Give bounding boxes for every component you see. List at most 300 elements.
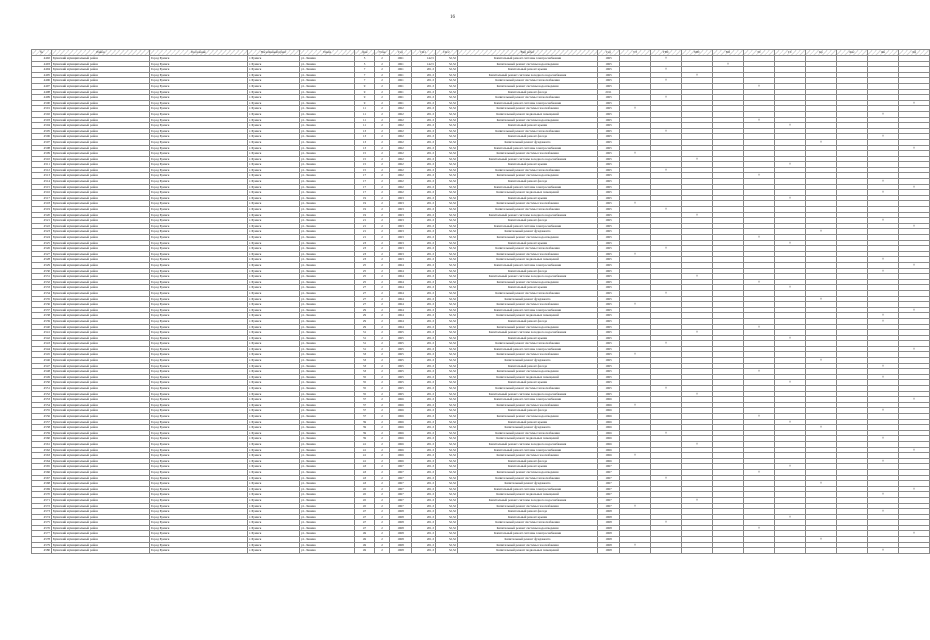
cell-mark: × (651, 95, 682, 101)
cell-mark: × (620, 106, 651, 112)
cell-locality: г. Буинск (248, 548, 300, 554)
cell-mark: × (775, 464, 806, 470)
cell-area2: 52,52 (436, 61, 458, 67)
cell-district: Буинский муниципальный район (52, 274, 150, 280)
cell-settlement: Город Буинск (150, 492, 248, 498)
cell-area2: 52,52 (436, 486, 458, 492)
cell-locality: г. Буинск (248, 464, 300, 470)
cell-area2: 52,52 (436, 419, 458, 425)
cell-work: Капитальный ремонт фасада (458, 89, 598, 95)
cell-mark: × (713, 61, 744, 67)
cell-id: 4540 (32, 324, 52, 330)
cell-locality: г. Буинск (248, 369, 300, 375)
cell-area2: 52,52 (436, 268, 458, 274)
cell-floors: 2 (375, 257, 390, 263)
cell-locality: г. Буинск (248, 268, 300, 274)
cell-district: Буинский муниципальный район (52, 257, 150, 263)
cell-district: Буинский муниципальный район (52, 391, 150, 397)
cell-wyear: 1965 (598, 341, 620, 347)
cell-floors: 2 (375, 430, 390, 436)
cell-id: 4559 (32, 430, 52, 436)
cell-mark: × (744, 173, 775, 179)
cell-area1: 201,3 (412, 89, 436, 95)
cell-year: 1968 (390, 542, 412, 548)
cell-floors: 2 (375, 100, 390, 106)
cell-floors: 2 (375, 542, 390, 548)
cell-wyear: 1966 (598, 436, 620, 442)
cell-id: 4545 (32, 352, 52, 358)
cell-district: Буинский муниципальный район (52, 67, 150, 73)
column-header: Населённый пункт (248, 50, 300, 56)
cell-id: 4496 (32, 78, 52, 84)
cell-area1: 201,3 (412, 537, 436, 543)
cell-year: 1962 (390, 106, 412, 112)
cell-house: 33 (355, 358, 375, 364)
cell-floors: 2 (375, 95, 390, 101)
column-header: Поселение (150, 50, 248, 56)
cell-year: 1963 (390, 207, 412, 213)
cell-mark: × (899, 447, 930, 453)
cell-house: 27 (355, 296, 375, 302)
cell-locality: г. Буинск (248, 72, 300, 78)
cell-mark: × (744, 525, 775, 531)
cell-id: 4550 (32, 380, 52, 386)
column-header: Год (598, 50, 620, 56)
cell-year: 1964 (390, 279, 412, 285)
cell-wyear: 1965 (598, 369, 620, 375)
cell-area1: 201,3 (412, 369, 436, 375)
cell-area1: 201,3 (412, 419, 436, 425)
cell-work: Капитальный ремонт фундамента (458, 537, 598, 543)
cell-work: Капитальный ремонт фасада (458, 408, 598, 414)
cell-wyear: 1967 (598, 497, 620, 503)
cell-id: 4580 (32, 548, 52, 554)
cell-locality: г. Буинск (248, 374, 300, 380)
cell-year: 1963 (390, 240, 412, 246)
cell-district: Буинский муниципальный район (52, 156, 150, 162)
cell-district: Буинский муниципальный район (52, 486, 150, 492)
cell-mark: × (744, 235, 775, 241)
cell-year: 1963 (390, 257, 412, 263)
cell-street: ул. Ленина (300, 492, 355, 498)
cell-area2: 52,52 (436, 72, 458, 78)
cell-mark: × (899, 223, 930, 229)
cell-mark: × (868, 179, 899, 185)
cell-area2: 52,52 (436, 386, 458, 392)
cell-street: ул. Ленина (300, 548, 355, 554)
cell-area2: 52,52 (436, 207, 458, 213)
cell-work: Капитальный ремонт фасада (458, 179, 598, 185)
cell-work: Капитальный ремонт крыши (458, 514, 598, 520)
cell-floors: 2 (375, 285, 390, 291)
cell-locality: г. Буинск (248, 139, 300, 145)
cell-house: 29 (355, 324, 375, 330)
cell-district: Буинский муниципальный район (52, 436, 150, 442)
cell-id: 4510 (32, 156, 52, 162)
cell-wyear: 1966 (598, 425, 620, 431)
cell-settlement: Город Буинск (150, 425, 248, 431)
cell-street: ул. Ленина (300, 346, 355, 352)
column-header: Пл.1 (412, 50, 436, 56)
cell-locality: г. Буинск (248, 408, 300, 414)
cell-year: 1961 (390, 78, 412, 84)
cell-house: 19 (355, 195, 375, 201)
cell-area2: 52,52 (436, 56, 458, 62)
cell-wyear: 1967 (598, 503, 620, 509)
cell-settlement: Город Буинск (150, 83, 248, 89)
cell-area1: 201,3 (412, 274, 436, 280)
cell-year: 1962 (390, 184, 412, 190)
cell-wyear: 1965 (598, 100, 620, 106)
cell-street: ул. Ленина (300, 279, 355, 285)
cell-id: 4492 (32, 56, 52, 62)
cell-work: Капитальный ремонт системы теплоснабжения (458, 207, 598, 213)
cell-floors: 2 (375, 212, 390, 218)
cell-id: 4537 (32, 307, 52, 313)
cell-locality: г. Буинск (248, 89, 300, 95)
cell-mark: × (899, 486, 930, 492)
cell-settlement: Город Буинск (150, 95, 248, 101)
cell-wyear: 1967 (598, 486, 620, 492)
cell-settlement: Город Буинск (150, 548, 248, 554)
cell-work: Капитальный ремонт системы холодного водоснабжения (458, 441, 598, 447)
cell-year: 1963 (390, 218, 412, 224)
cell-area2: 52,52 (436, 173, 458, 179)
cell-id: 4508 (32, 145, 52, 151)
cell-house: 43 (355, 469, 375, 475)
cell-area2: 52,52 (436, 246, 458, 252)
cell-wyear: 1966 (598, 441, 620, 447)
cell-area2: 52,52 (436, 179, 458, 185)
cell-floors: 2 (375, 458, 390, 464)
cell-area2: 52,52 (436, 100, 458, 106)
cell-area2: 52,52 (436, 430, 458, 436)
cell-locality: г. Буинск (248, 475, 300, 481)
cell-work: Капитальный ремонт системы электроснабжения (458, 447, 598, 453)
cell-locality: г. Буинск (248, 111, 300, 117)
cell-wyear: 1966 (598, 447, 620, 453)
cell-district: Буинский муниципальный район (52, 162, 150, 168)
cell-district: Буинский муниципальный район (52, 83, 150, 89)
cell-floors: 2 (375, 72, 390, 78)
cell-mark: × (806, 537, 837, 543)
cell-settlement: Город Буинск (150, 509, 248, 515)
cell-id: 4546 (32, 358, 52, 364)
cell-house: 17 (355, 173, 375, 179)
cell-work: Капитальный ремонт фундамента (458, 139, 598, 145)
cell-settlement: Город Буинск (150, 302, 248, 308)
cell-year: 1962 (390, 156, 412, 162)
cell-district: Буинский муниципальный район (52, 279, 150, 285)
cell-id: 4562 (32, 447, 52, 453)
cell-house: 29 (355, 313, 375, 319)
cell-house: 13 (355, 128, 375, 134)
cell-floors: 2 (375, 503, 390, 509)
cell-mark (775, 548, 806, 554)
cell-settlement: Город Буинск (150, 201, 248, 207)
cell-area2: 52,52 (436, 324, 458, 330)
cell-work: Капитальный ремонт системы холодного водоснабжения (458, 156, 598, 162)
cell-locality: г. Буинск (248, 56, 300, 62)
cell-house: 43 (355, 464, 375, 470)
cell-id: 4502 (32, 111, 52, 117)
cell-street: ул. Ленина (300, 134, 355, 140)
cell-year: 1965 (390, 391, 412, 397)
cell-mark: × (651, 430, 682, 436)
column-header: ТЭ (620, 50, 651, 56)
cell-settlement: Город Буинск (150, 469, 248, 475)
cell-settlement: Город Буинск (150, 520, 248, 526)
cell-floors: 2 (375, 386, 390, 392)
cell-area1: 201,3 (412, 458, 436, 464)
cell-mark: × (806, 481, 837, 487)
cell-house: 39 (355, 430, 375, 436)
cell-locality: г. Буинск (248, 179, 300, 185)
cell-street: ул. Ленина (300, 257, 355, 263)
cell-floors: 2 (375, 335, 390, 341)
cell-year: 1964 (390, 274, 412, 280)
cell-area1: 201,3 (412, 240, 436, 246)
cell-street: ул. Ленина (300, 302, 355, 308)
cell-settlement: Город Буинск (150, 374, 248, 380)
cell-locality: г. Буинск (248, 425, 300, 431)
cell-area1: 142,5 (412, 61, 436, 67)
cell-house: 47 (355, 514, 375, 520)
cell-house: 45 (355, 503, 375, 509)
cell-settlement: Город Буинск (150, 156, 248, 162)
cell-floors: 2 (375, 363, 390, 369)
cell-locality: г. Буинск (248, 218, 300, 224)
cell-wyear: 1965 (598, 386, 620, 392)
cell-work: Капитальный ремонт системы холодного водоснабжения (458, 497, 598, 503)
cell-id: 4495 (32, 72, 52, 78)
cell-settlement: Город Буинск (150, 61, 248, 67)
cell-house: 15 (355, 151, 375, 157)
cell-work: Капитальный ремонт системы газоснабжения (458, 542, 598, 548)
cell-work: Капитальный ремонт фасада (458, 268, 598, 274)
cell-floors: 2 (375, 246, 390, 252)
cell-wyear: 1965 (598, 61, 620, 67)
cell-house: 7 (355, 67, 375, 73)
cell-area1: 201,3 (412, 497, 436, 503)
cell-settlement: Город Буинск (150, 386, 248, 392)
cell-district: Буинский муниципальный район (52, 290, 150, 296)
cell-id: 4573 (32, 509, 52, 515)
cell-settlement: Город Буинск (150, 279, 248, 285)
cell-district: Буинский муниципальный район (52, 78, 150, 84)
cell-area1: 201,3 (412, 469, 436, 475)
cell-mark: × (620, 503, 651, 509)
cell-district: Буинский муниципальный район (52, 341, 150, 347)
cell-wyear: 1965 (598, 106, 620, 112)
column-header: Лф (899, 50, 930, 56)
cell-mark (713, 548, 744, 554)
cell-wyear: 1965 (598, 330, 620, 336)
cell-area1: 201,3 (412, 453, 436, 459)
cell-mark: × (899, 307, 930, 313)
cell-mark: × (775, 335, 806, 341)
cell-year: 1967 (390, 481, 412, 487)
cell-area1: 201,3 (412, 134, 436, 140)
cell-area1: 201,3 (412, 179, 436, 185)
cell-district: Буинский муниципальный район (52, 251, 150, 257)
cell-area1: 201,3 (412, 296, 436, 302)
cell-locality: г. Буинск (248, 525, 300, 531)
cell-mark (620, 548, 651, 554)
cell-house: 13 (355, 134, 375, 140)
cell-locality: г. Буинск (248, 207, 300, 213)
cell-street: ул. Ленина (300, 525, 355, 531)
cell-work: Капитальный ремонт системы электроснабжения (458, 397, 598, 403)
cell-mark: × (806, 296, 837, 302)
cell-wyear: 1965 (598, 302, 620, 308)
cell-id: 4548 (32, 369, 52, 375)
cell-mark: × (775, 380, 806, 386)
cell-house: 39 (355, 436, 375, 442)
cell-mark: × (620, 402, 651, 408)
cell-area1: 201,3 (412, 106, 436, 112)
cell-area2: 52,52 (436, 335, 458, 341)
cell-locality: г. Буинск (248, 402, 300, 408)
cell-district: Буинский муниципальный район (52, 89, 150, 95)
cell-area2: 52,52 (436, 89, 458, 95)
cell-district: Буинский муниципальный район (52, 447, 150, 453)
cell-locality: г. Буинск (248, 363, 300, 369)
cell-floors: 2 (375, 167, 390, 173)
cell-year: 1964 (390, 285, 412, 291)
cell-locality: г. Буинск (248, 279, 300, 285)
cell-year: 1967 (390, 497, 412, 503)
cell-area2: 52,52 (436, 212, 458, 218)
cell-house: 17 (355, 184, 375, 190)
cell-floors: 2 (375, 414, 390, 420)
cell-settlement: Город Буинск (150, 458, 248, 464)
cell-year: 1965 (390, 346, 412, 352)
cell-id: 4542 (32, 335, 52, 341)
cell-house: 49 (355, 537, 375, 543)
cell-district: Буинский муниципальный район (52, 520, 150, 526)
cell-area2: 52,52 (436, 257, 458, 263)
cell-settlement: Город Буинск (150, 346, 248, 352)
cell-district: Буинский муниципальный район (52, 313, 150, 319)
cell-street: ул. Ленина (300, 447, 355, 453)
cell-house: 33 (355, 352, 375, 358)
cell-floors: 2 (375, 162, 390, 168)
cell-wyear: 1966 (598, 408, 620, 414)
cell-id: 4497 (32, 83, 52, 89)
cell-id: 4531 (32, 274, 52, 280)
cell-mark: × (868, 318, 899, 324)
cell-settlement: Город Буинск (150, 307, 248, 313)
cell-wyear: 1965 (598, 179, 620, 185)
cell-year: 1967 (390, 469, 412, 475)
cell-settlement: Город Буинск (150, 128, 248, 134)
cell-id: 4512 (32, 167, 52, 173)
cell-area2: 52,52 (436, 531, 458, 537)
cell-street: ул. Ленина (300, 419, 355, 425)
cell-street: ул. Ленина (300, 542, 355, 548)
cell-settlement: Город Буинск (150, 358, 248, 364)
cell-wyear: 1968 (598, 542, 620, 548)
cell-district: Буинский муниципальный район (52, 492, 150, 498)
cell-floors: 2 (375, 548, 390, 554)
cell-house: 7 (355, 72, 375, 78)
cell-settlement: Город Буинск (150, 207, 248, 213)
cell-mark: × (775, 514, 806, 520)
cell-floors: 2 (375, 358, 390, 364)
cell-locality: г. Буинск (248, 380, 300, 386)
cell-settlement: Город Буинск (150, 240, 248, 246)
cell-house: 35 (355, 380, 375, 386)
cell-mark: × (682, 156, 713, 162)
cell-mark (682, 548, 713, 554)
cell-id: 4566 (32, 469, 52, 475)
cell-work: Капитальный ремонт крыши (458, 240, 598, 246)
cell-floors: 2 (375, 475, 390, 481)
cell-street: ул. Ленина (300, 475, 355, 481)
cell-locality: г. Буинск (248, 531, 300, 537)
cell-wyear: 1965 (598, 151, 620, 157)
cell-settlement: Город Буинск (150, 190, 248, 196)
cell-wyear: 1965 (598, 207, 620, 213)
cell-floors: 2 (375, 134, 390, 140)
cell-mark: × (899, 397, 930, 403)
cell-settlement: Город Буинск (150, 235, 248, 241)
cell-district: Буинский муниципальный район (52, 425, 150, 431)
cell-mark: × (744, 324, 775, 330)
cell-wyear: 1967 (598, 481, 620, 487)
cell-wyear: 1965 (598, 335, 620, 341)
cell-mark: × (775, 195, 806, 201)
cell-mark: × (868, 548, 899, 554)
cell-work: Капитальный ремонт крыши (458, 419, 598, 425)
cell-house: 11 (355, 111, 375, 117)
cell-locality: г. Буинск (248, 184, 300, 190)
cell-work: Капитальный ремонт фасада (458, 363, 598, 369)
cell-area2: 52,52 (436, 436, 458, 442)
cell-mark: × (651, 290, 682, 296)
cell-district: Буинский муниципальный район (52, 397, 150, 403)
cell-wyear: 1967 (598, 475, 620, 481)
cell-year: 1965 (390, 335, 412, 341)
cell-settlement: Город Буинск (150, 173, 248, 179)
cell-district: Буинский муниципальный район (52, 302, 150, 308)
cell-work: Капитальный ремонт крыши (458, 285, 598, 291)
cell-house: 27 (355, 285, 375, 291)
cell-area2: 52,52 (436, 307, 458, 313)
cell-wyear: 1965 (598, 67, 620, 73)
cell-settlement: Город Буинск (150, 542, 248, 548)
cell-house: 27 (355, 302, 375, 308)
cell-wyear: 2011 (598, 89, 620, 95)
cell-street: ул. Ленина (300, 481, 355, 487)
cell-year: 1961 (390, 100, 412, 106)
cell-area2: 52,52 (436, 352, 458, 358)
cell-street: ул. Ленина (300, 296, 355, 302)
cell-district: Буинский муниципальный район (52, 402, 150, 408)
cell-work: Капитальный ремонт фасада (458, 458, 598, 464)
cell-settlement: Город Буинск (150, 89, 248, 95)
cell-mark: × (775, 162, 806, 168)
cell-id: 4534 (32, 290, 52, 296)
column-header: Фас (837, 50, 868, 56)
cell-id: 4569 (32, 486, 52, 492)
cell-wyear: 1965 (598, 56, 620, 62)
cell-area2: 52,52 (436, 369, 458, 375)
cell-locality: г. Буинск (248, 167, 300, 173)
cell-area2: 52,52 (436, 262, 458, 268)
cell-year: 1964 (390, 324, 412, 330)
